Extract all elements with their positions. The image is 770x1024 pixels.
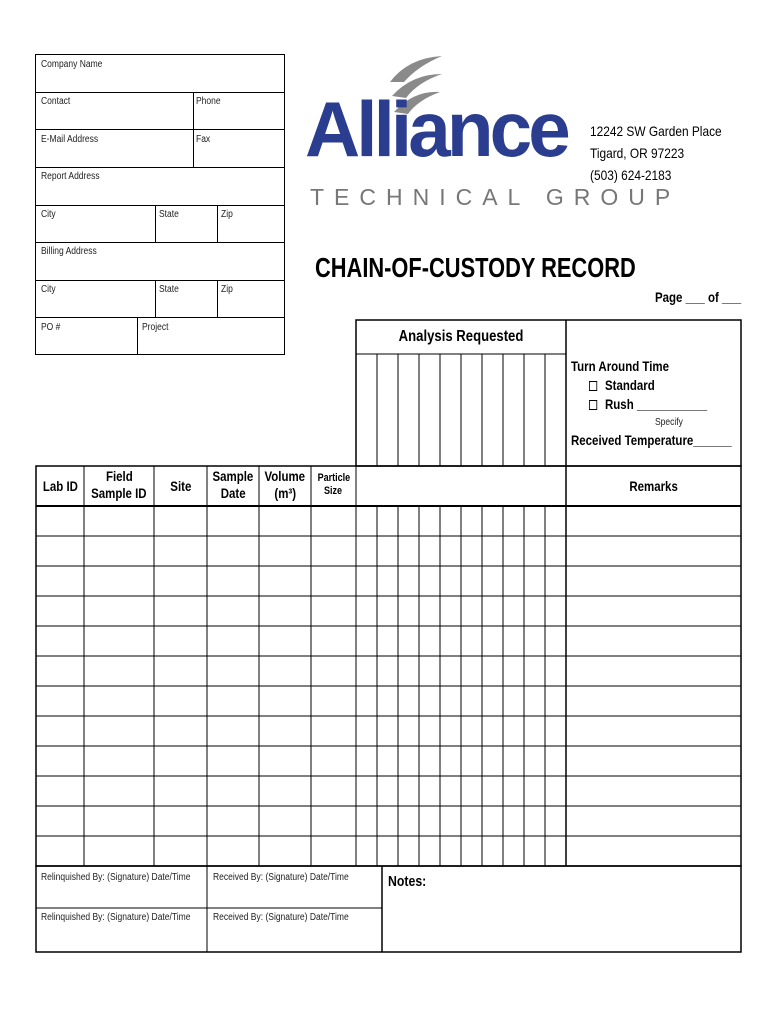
received-temperature-field[interactable]: Received Temperature______ xyxy=(571,432,732,448)
project-field[interactable]: Project xyxy=(142,322,169,333)
notes-field[interactable]: Notes: xyxy=(388,873,427,890)
logo-wordmark: Alliance xyxy=(305,85,567,173)
fax-field[interactable]: Fax xyxy=(196,134,211,145)
logo-subtitle: TECHNICAL GROUP xyxy=(310,184,681,210)
city-field[interactable]: City xyxy=(41,209,56,220)
address-phone: (503) 624-2183 xyxy=(590,167,672,183)
volume-header: Volume (m³) xyxy=(264,468,306,501)
page-title: CHAIN-OF-CUSTODY RECORD xyxy=(315,252,636,283)
received-by-field[interactable]: Received By: (Signature) Date/Time xyxy=(213,872,349,883)
analysis-requested-header: Analysis Requested xyxy=(398,328,524,345)
zip-field[interactable]: Zip xyxy=(221,209,233,220)
particle-size-header: Particle Size xyxy=(317,472,350,497)
po-field[interactable]: PO # xyxy=(41,322,61,333)
billing-state-field[interactable]: State xyxy=(159,284,179,295)
specify-label: Specify xyxy=(655,417,683,428)
rush-checkbox[interactable] xyxy=(589,400,597,410)
billing-address-field[interactable]: Billing Address xyxy=(41,246,97,257)
lab-id-header: Lab ID xyxy=(42,478,78,494)
remarks-header: Remarks xyxy=(629,478,678,494)
turnaround-time-label: Turn Around Time xyxy=(571,358,670,374)
billing-zip-field[interactable]: Zip xyxy=(221,284,233,295)
site-header: Site xyxy=(169,478,192,494)
field-sample-id-header: Field Sample ID xyxy=(91,468,147,501)
relinquished-by-field[interactable]: Relinquished By: (Signature) Date/Time xyxy=(41,912,191,923)
address-line: Tigard, OR 97223 xyxy=(590,145,685,161)
report-address-field[interactable]: Report Address xyxy=(41,171,100,182)
standard-checkbox[interactable] xyxy=(589,381,597,391)
standard-option[interactable]: Standard xyxy=(589,377,666,393)
email-field[interactable]: E-Mail Address xyxy=(41,134,99,145)
address-line: 12242 SW Garden Place xyxy=(590,123,722,139)
received-by-field[interactable]: Received By: (Signature) Date/Time xyxy=(213,912,349,923)
rush-option[interactable]: Rush ___________ xyxy=(589,396,730,412)
contact-field[interactable]: Contact xyxy=(41,96,71,107)
billing-city-field[interactable]: City xyxy=(41,284,56,295)
company-name-field[interactable]: Company Name xyxy=(41,59,103,70)
state-field[interactable]: State xyxy=(159,209,179,220)
phone-field[interactable]: Phone xyxy=(196,96,221,107)
page-number: Page ___ of ___ xyxy=(655,289,742,305)
sample-date-header: Sample Date xyxy=(212,468,254,501)
relinquished-by-field[interactable]: Relinquished By: (Signature) Date/Time xyxy=(41,872,191,883)
